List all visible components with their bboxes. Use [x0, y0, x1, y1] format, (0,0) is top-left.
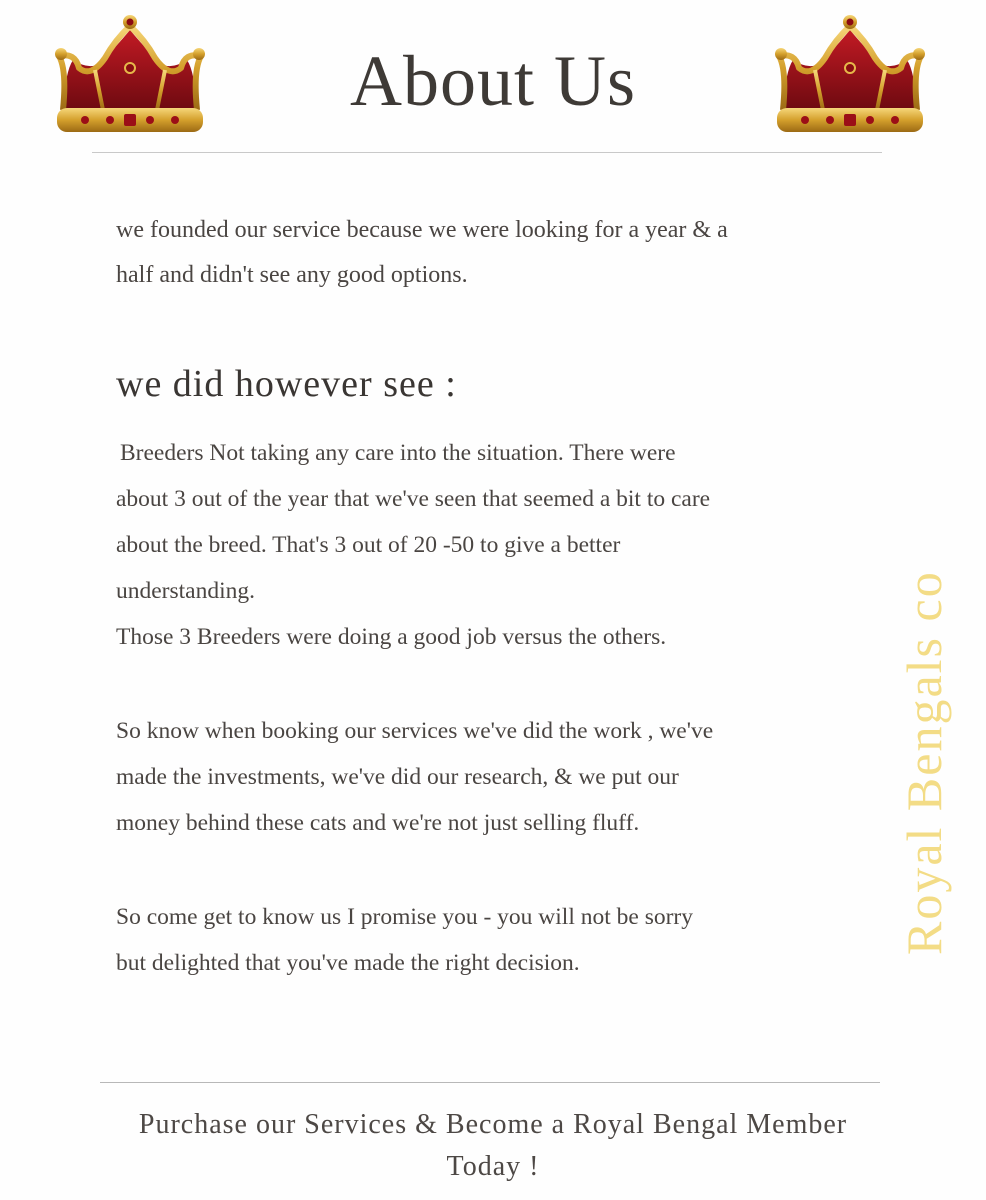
call-to-action — [0, 1104, 986, 1188]
intro-line: we founded our service because we were looking for a year & a — [116, 217, 728, 243]
paragraph-line: Those 3 Breeders were doing a good job versus the others. — [116, 624, 667, 650]
intro-paragraph — [116, 208, 886, 298]
bottom-divider — [100, 1082, 880, 1083]
paragraph-line: So know when booking our services we've did the work , we've — [116, 718, 714, 744]
crown-icon — [765, 12, 935, 142]
breeders-paragraph — [116, 430, 876, 660]
brand-watermark: Royal Bengals co — [896, 570, 952, 955]
paragraph-line: understanding. — [116, 578, 256, 604]
paragraph-line: made the investments, we've did our research, & we put our — [116, 764, 679, 790]
paragraph-line: about 3 out of the year that we've seen that seemed a bit to care — [116, 486, 711, 512]
intro-line: half and didn't see any good options. — [116, 262, 468, 288]
top-divider — [92, 152, 882, 153]
page-title: About Us — [349, 41, 636, 121]
paragraph-line: Breeders Not taking any care into the situation. There were — [120, 440, 676, 466]
paragraph-line: about the breed. That's 3 out of 20 -50 to give a better — [116, 532, 621, 558]
paragraph-line: So come get to know us I promise you - you will not be sorry — [116, 904, 693, 930]
services-paragraph — [116, 708, 876, 846]
section-heading: we did however see : — [116, 363, 457, 405]
cta-line: Purchase our Services & Become a Royal Bengal Member — [138, 1109, 848, 1140]
closing-paragraph — [116, 894, 876, 986]
cta-line: Today ! — [446, 1151, 540, 1182]
paragraph-line: but delighted that you've made the right decision. — [116, 950, 580, 976]
paragraph-line: money behind these cats and we're not just selling fluff. — [116, 810, 640, 836]
